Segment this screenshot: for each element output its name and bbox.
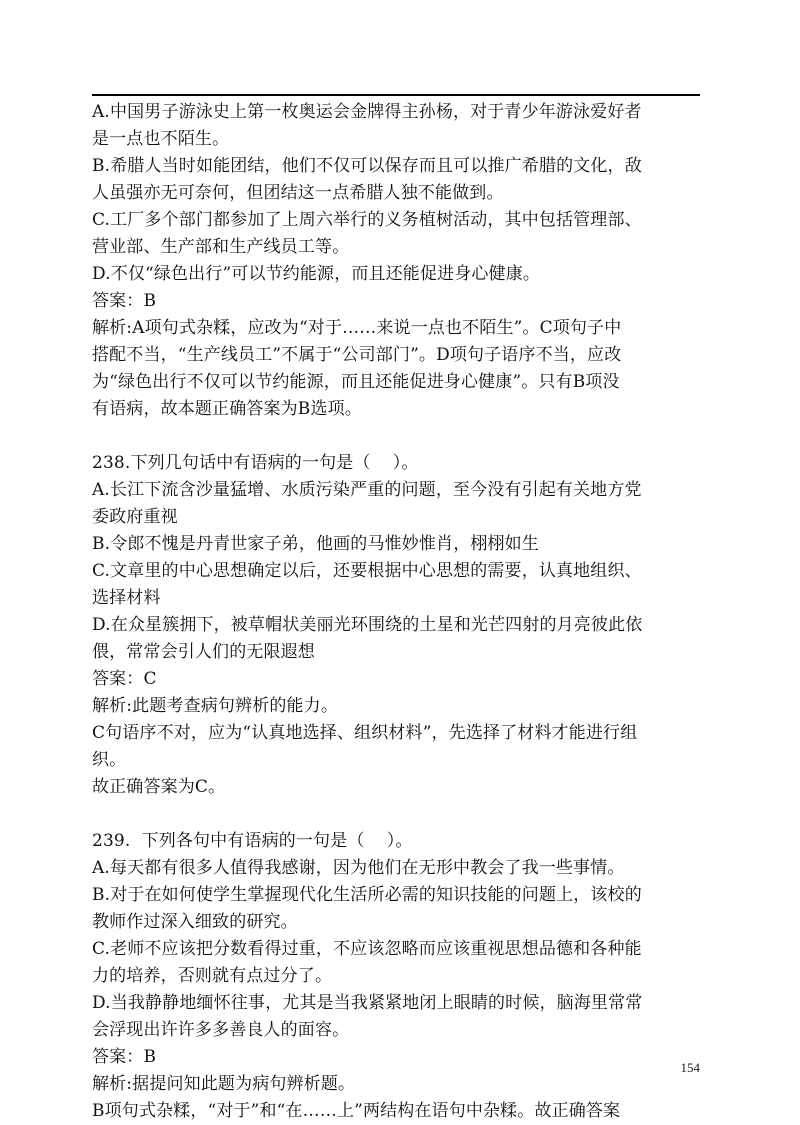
option-b — [92, 153, 708, 207]
option-b — [92, 531, 708, 558]
option-c — [92, 207, 708, 261]
text-line: 为“绿色出行不仅可以节约能源，而且还能促进身心健康”。只有B项没 — [92, 372, 620, 392]
text-line: C.老师不应该把分数看得过重，不应该忽略而应该重视思想品德和各种能 — [92, 939, 642, 959]
question-238-block — [92, 450, 708, 801]
option-c — [92, 936, 708, 990]
text-line: 搭配不当，“生产线员工”不属于“公司部门”。D项句子语序不当，应改 — [92, 345, 622, 365]
text-line: A.长江下流含沙量猛增、水质污染严重的问题，至今没有引起有关地方党 — [92, 480, 642, 500]
paragraph-gap — [92, 801, 708, 828]
paragraph-gap — [92, 423, 708, 450]
question-stem: 238.下列几句话中有语病的一句是（ ）。 — [92, 453, 419, 473]
text-line: B.令郎不愧是丹青世家子弟，他画的马惟妙惟肖，栩栩如生 — [92, 534, 539, 554]
analysis — [92, 693, 708, 801]
option-d — [92, 261, 708, 288]
text-line: C.工厂多个部门都参加了上周六举行的义务植树活动，其中包括管理部、 — [92, 210, 642, 230]
text-line: D.不仅“绿色出行”可以节约能源，而且还能促进身心健康。 — [92, 264, 541, 284]
text-line: A.中国男子游泳史上第一枚奥运会金牌得主孙杨，对于青少年游泳爱好者 — [92, 102, 642, 122]
text-line: 选择材料 — [92, 588, 161, 608]
text-line: 委政府重视 — [92, 507, 178, 527]
option-d — [92, 990, 708, 1044]
text-line: D.当我静静地缅怀往事，尤其是当我紧紧地闭上眼睛的时候，脑海里常常 — [92, 993, 643, 1013]
option-d — [92, 612, 708, 666]
option-c — [92, 558, 708, 612]
text-line: 会浮现出许许多多善良人的面容。 — [92, 1020, 350, 1040]
answer-line: 答案：B — [92, 1047, 157, 1067]
option-b — [92, 882, 708, 936]
text-line: 营业部、生产部和生产线员工等。 — [92, 237, 350, 257]
question-stem: 239. 下列各句中有语病的一句是（ ）。 — [92, 831, 413, 851]
page-content — [92, 99, 708, 1125]
text-line: C.文章里的中心思想确定以后，还要根据中心思想的需要，认真地组织、 — [92, 561, 642, 581]
text-line: A.每天都有很多人值得我感谢，因为他们在无形中教会了我一些事情。 — [92, 858, 625, 878]
text-line: B项句式杂糅，“对于”和“在……上”两结构在语句中杂糅。故正确答案 — [92, 1101, 621, 1121]
analysis — [92, 315, 708, 423]
text-line: 有语病，故本题正确答案为B选项。 — [92, 399, 362, 419]
text-line: 故正确答案为C。 — [92, 777, 226, 797]
answer-line: 答案：C — [92, 669, 157, 689]
analysis — [92, 1071, 708, 1125]
text-line: D.在众星簇拥下，被草帽状美丽光环围绕的土星和光芒四射的月亮彼此依 — [92, 615, 643, 635]
text-line: 力的培养，否则就有点过分了。 — [92, 966, 333, 986]
question-237-block — [92, 99, 708, 423]
text-line: 解析:A项句式杂糅，应改为“对于……来说一点也不陌生”。C项句子中 — [92, 318, 622, 338]
page-number: 154 — [680, 1060, 700, 1075]
header-rule — [92, 94, 700, 96]
text-line: 偎，常常会引人们的无限遐想 — [92, 642, 315, 662]
option-a — [92, 855, 708, 882]
text-line: B.对于在如何使学生掌握现代化生活所必需的知识技能的问题上，该校的 — [92, 885, 642, 905]
option-a — [92, 99, 708, 153]
text-line: 解析:此题考查病句辨析的能力。 — [92, 696, 338, 716]
text-line: 织。 — [92, 750, 127, 770]
text-line: C句语序不对，应为“认真地选择、组织材料”，先选择了材料才能进行组 — [92, 723, 638, 743]
text-line: B.希腊人当时如能团结，他们不仅可以保存而且可以推广希腊的文化，敌 — [92, 156, 642, 176]
option-a — [92, 477, 708, 531]
text-line: 人虽强亦无可奈何，但团结这一点希腊人独不能做到。 — [92, 183, 504, 203]
text-line: 教师作过深入细致的研究。 — [92, 912, 298, 932]
text-line: 解析:据提问知此题为病句辨析题。 — [92, 1074, 356, 1094]
answer-line: 答案：B — [92, 291, 157, 311]
question-239-block — [92, 828, 708, 1125]
text-line: 是一点也不陌生。 — [92, 129, 230, 149]
